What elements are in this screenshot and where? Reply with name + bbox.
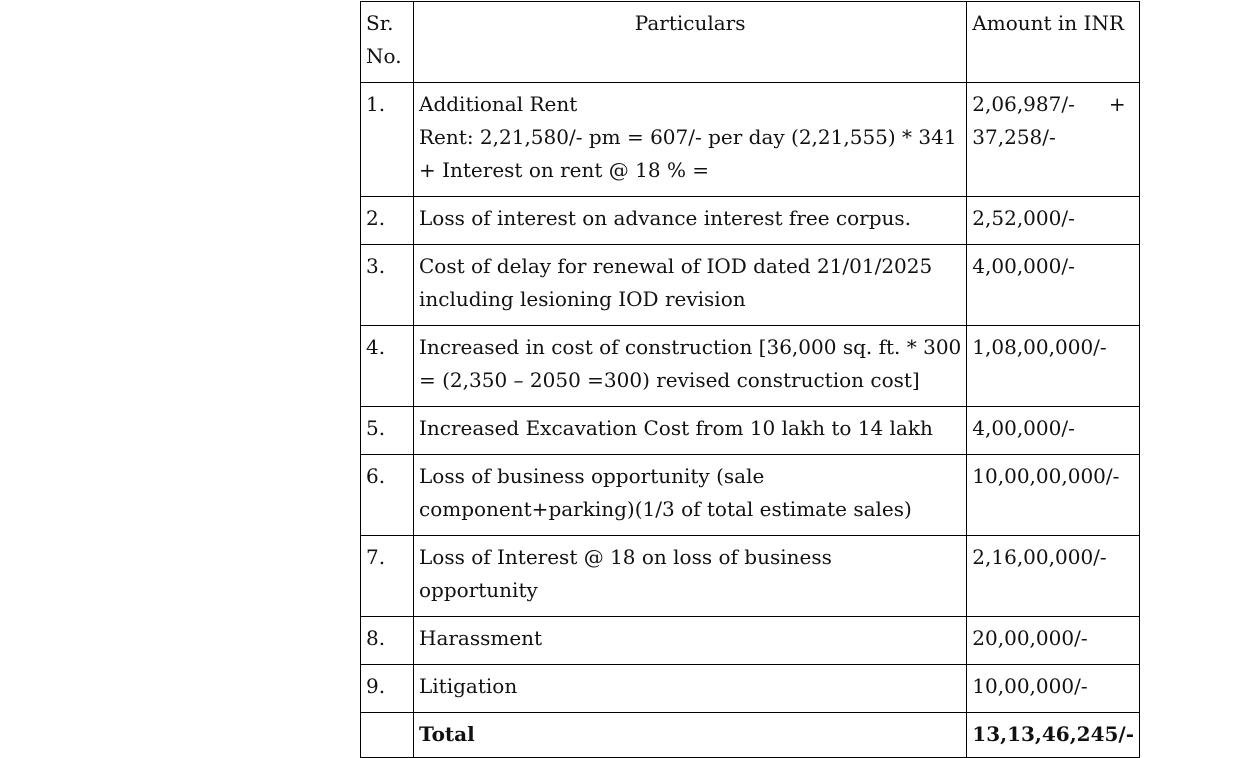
particulars-line: Loss of Interest @ 18 on loss of business: [419, 545, 832, 569]
table-total-row: [361, 713, 1140, 758]
row-sr: 9.: [361, 665, 414, 713]
amount-interest: 37,258/-: [972, 125, 1056, 149]
row-amount: 2,16,00,000/-: [967, 536, 1140, 617]
row-particulars: [414, 83, 967, 197]
particulars-line: Cost of delay for renewal of IOD dated 21/01/2025: [419, 254, 933, 278]
amount-line: [972, 88, 1134, 121]
row-amount: [967, 83, 1140, 197]
row-particulars: [414, 665, 967, 713]
table-header-row: [361, 2, 1140, 83]
row-amount: 1,08,00,000/-: [967, 326, 1140, 407]
particulars-line: including lesioning IOD revision: [419, 287, 746, 311]
row-amount: 2,52,000/-: [967, 197, 1140, 245]
header-amount: Amount in INR: [967, 2, 1140, 83]
header-sr-line2: No.: [366, 44, 402, 68]
particulars-line: Increased in cost of construction [36,000 sq. ft. * 300: [419, 335, 962, 359]
row-sr: 8.: [361, 617, 414, 665]
particulars-line: Loss of business opportunity (sale: [419, 464, 765, 488]
row-particulars: [414, 326, 967, 407]
row-amount: 4,00,000/-: [967, 245, 1140, 326]
compensation-table: [360, 1, 1140, 758]
row-amount: 4,00,000/-: [967, 407, 1140, 455]
table-row: [361, 407, 1140, 455]
header-particulars: Particulars: [414, 2, 967, 83]
table-row: [361, 665, 1140, 713]
particulars-line: Harassment: [419, 626, 543, 650]
total-sr-empty: [361, 713, 414, 758]
row-sr: 3.: [361, 245, 414, 326]
particulars-line: Loss of interest on advance interest free corpus.: [419, 206, 912, 230]
row-particulars: [414, 536, 967, 617]
row-particulars: [414, 407, 967, 455]
table-row: [361, 245, 1140, 326]
table-row: [361, 326, 1140, 407]
row-amount: 10,00,000/-: [967, 665, 1140, 713]
particulars-line: = (2,350 – 2050 =300) revised construction cost]: [419, 368, 920, 392]
header-sr-no: [361, 2, 414, 83]
table-row: [361, 197, 1140, 245]
row-particulars: [414, 197, 967, 245]
row-particulars: [414, 455, 967, 536]
header-sr-line1: Sr.: [366, 11, 394, 35]
table-row: [361, 83, 1140, 197]
particulars-line: Litigation: [419, 674, 518, 698]
amount-rent: 2,06,987/-: [972, 92, 1075, 116]
table-row: [361, 617, 1140, 665]
row-sr: 5.: [361, 407, 414, 455]
particulars-line: component+parking)(1/3 of total estimate sales): [419, 497, 912, 521]
row-sr: 4.: [361, 326, 414, 407]
row-sr: 7.: [361, 536, 414, 617]
total-label: Total: [414, 713, 967, 758]
row-particulars: [414, 245, 967, 326]
row-sr: 1.: [361, 83, 414, 197]
row-sr: 2.: [361, 197, 414, 245]
particulars-line: + Interest on rent @ 18 % =: [419, 158, 710, 182]
row-amount: 10,00,00,000/-: [967, 455, 1140, 536]
row-amount: 20,00,000/-: [967, 617, 1140, 665]
particulars-line: Increased Excavation Cost from 10 lakh to 14 lakh: [419, 416, 933, 440]
table-row: [361, 536, 1140, 617]
total-amount: 13,13,46,245/-: [967, 713, 1140, 758]
row-particulars: [414, 617, 967, 665]
particulars-line: Additional Rent: [419, 92, 578, 116]
row-sr: 6.: [361, 455, 414, 536]
amount-plus: +: [1108, 92, 1126, 116]
particulars-line: Rent: 2,21,580/- pm = 607/- per day (2,21,555) * 341: [419, 125, 957, 149]
table-row: [361, 455, 1140, 536]
particulars-line: opportunity: [419, 578, 538, 602]
